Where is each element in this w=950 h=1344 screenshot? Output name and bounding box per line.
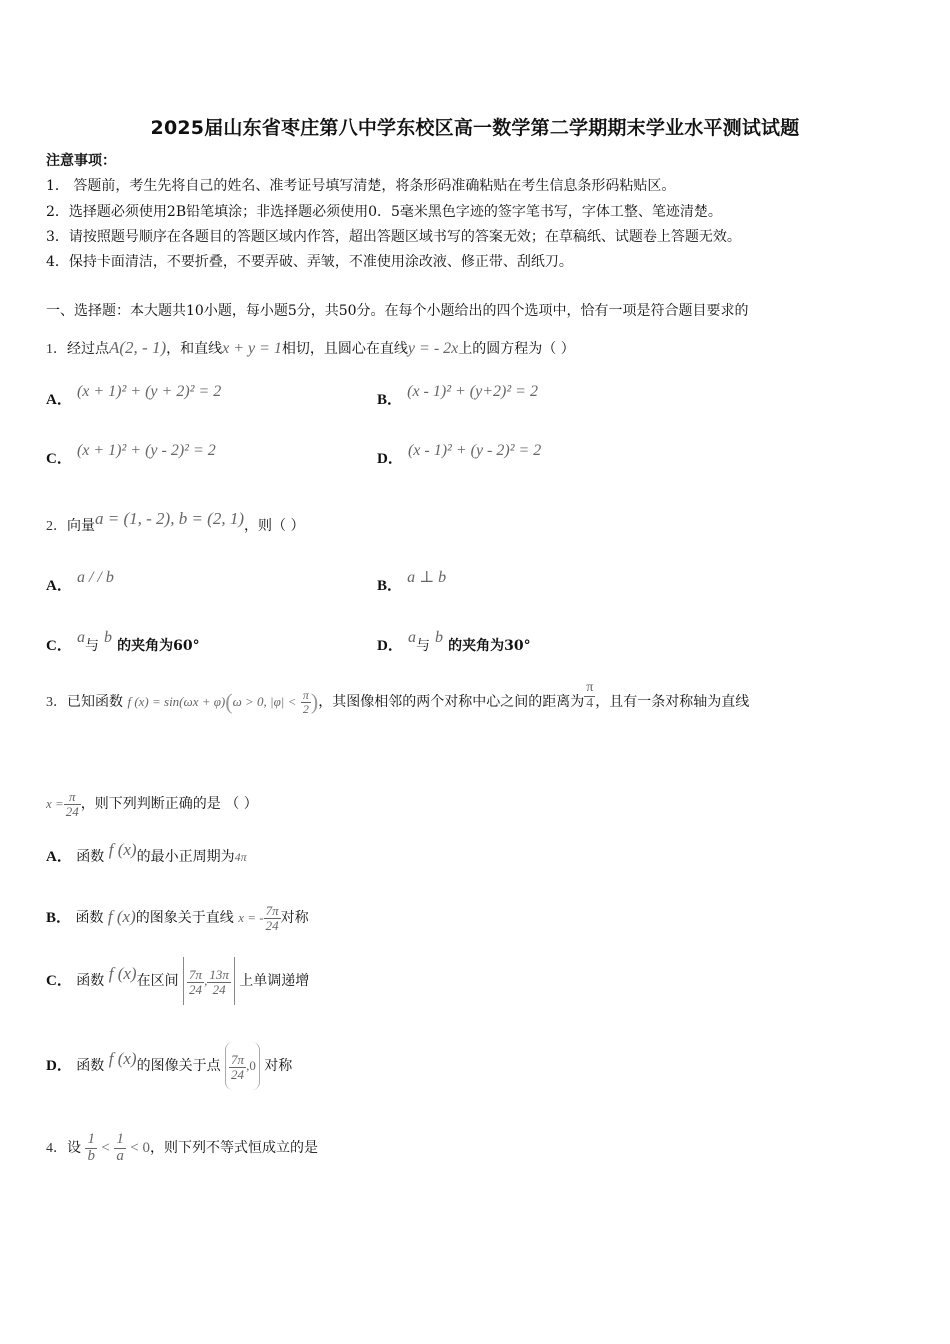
question-3: 3．已知函数 f (x) = sin(ωx + φ)(ω > 0, |φ| < $\frac{\pi}{2}$ )，其图像相邻的两个对称中心之间的距离为 $\frac{\pi}{4}$ ，且有一条对称轴为直线: [46, 679, 750, 716]
q1-option-c[interactable]: [46, 442, 216, 468]
option-post: 的最小正周期为: [136, 849, 235, 865]
question-4: [46, 1124, 318, 1173]
option-expr: a: [76, 629, 85, 646]
q1-option-d[interactable]: [377, 442, 542, 468]
option-expr: a / / b: [76, 569, 114, 586]
option-expr: (x - 1)² + (y+2)² = 2: [407, 383, 538, 400]
option-expr: (x - 1)² + (y - 2)² = 2: [407, 442, 542, 459]
option-post: 的图像关于点: [136, 1058, 221, 1074]
q2-text-1: 向量: [67, 518, 95, 534]
q3-text-3: ，且有一条对称轴为直线: [595, 694, 750, 710]
q1-text-3: 相切，且圆心在直线: [281, 341, 408, 357]
q3-number: 3．: [46, 695, 67, 710]
q2-option-c[interactable]: [46, 626, 200, 654]
question-1: [46, 328, 575, 370]
option-text: 的夹角为30°: [448, 638, 531, 654]
option-end: 对称: [264, 1058, 293, 1074]
option-connector: 与: [84, 638, 99, 654]
option-expr: a ⊥ b: [407, 569, 447, 586]
q1-option-a[interactable]: [46, 383, 222, 409]
q4-text-1: 设: [67, 1140, 81, 1156]
note-item-2: 2．选择题必须使用2B铅笔填涂；非选择题必须使用0．5毫米黑色字迹的签字笔书写，字体工整、笔迹清楚。: [46, 204, 722, 220]
q4-text-2: ，则下列不等式恒成立的是: [150, 1140, 318, 1156]
question-3-cont: [46, 786, 258, 822]
option-text: 的夹角为60°: [117, 638, 200, 654]
option-label: C．: [46, 973, 72, 989]
q1-point: A(2, - 1): [109, 338, 167, 357]
option-pre: 函数: [76, 849, 105, 865]
q1-line2: y = - 2x: [407, 340, 459, 357]
q2-option-b[interactable]: [377, 566, 447, 594]
option-expr: (x + 1)² + (y - 2)² = 2: [76, 442, 216, 459]
option-label: D．: [46, 1058, 72, 1074]
section-header: 一、选择题：本大题共10小题，每小题5分，共50分。在每个小题给出的四个选项中，恰有一项是符合题目要求的: [46, 303, 749, 319]
q3-axis-lhs: x =: [46, 796, 64, 811]
option-fx: f (x): [107, 907, 136, 926]
option-expr: a: [407, 629, 416, 646]
q4-fraction-2: $\frac{1}{a}$: [116, 1130, 124, 1164]
q1-text-1: 经过点: [67, 341, 109, 357]
q1-text-4: 上的圆方程为（ ）: [458, 341, 575, 357]
option-label: B．: [377, 392, 403, 408]
option-label: A．: [46, 578, 72, 594]
q3-text-4: ，则下列判断正确的是 （ ）: [80, 796, 258, 812]
note-item-1: 1． 答题前，考生先将自己的姓名、准考证号填写清楚，将条形码准确粘贴在考生信息条形码粘贴区。: [46, 178, 676, 194]
q2-text-2: ，则（ ）: [244, 518, 305, 534]
q1-number: 1．: [46, 342, 67, 357]
question-2: [46, 505, 304, 547]
option-expr-2: b: [435, 629, 444, 646]
option-label: C．: [46, 451, 72, 467]
option-expr: (x + 1)² + (y + 2)² = 2: [76, 383, 222, 400]
q3-text-2: ，其图像相邻的两个对称中心之间的距离为: [318, 694, 585, 710]
option-label: A．: [46, 392, 72, 408]
q1-option-b[interactable]: [377, 383, 538, 409]
q3-condition: ω > 0, |φ| <: [232, 694, 297, 709]
option-post: 的图象关于直线: [135, 910, 234, 926]
option-end: 上单调递增: [239, 973, 310, 989]
q3-option-b[interactable]: [46, 896, 309, 939]
q4-fraction-1: $\frac{1}{b}$: [87, 1130, 95, 1164]
q3-option-c[interactable]: [46, 956, 309, 1005]
q2-option-d[interactable]: [377, 626, 531, 654]
option-label: B．: [377, 578, 403, 594]
option-fx: f (x): [108, 964, 137, 983]
option-end: 对称: [280, 910, 309, 926]
option-connector: 与: [415, 638, 430, 654]
q3-option-d[interactable]: [46, 1041, 292, 1090]
q1-line: x + y = 1: [222, 340, 282, 357]
option-point: $\frac{7\pi}{24}$ ,0: [225, 1042, 260, 1090]
option-interval: $\frac{7\pi}{24}$ , $\frac{13\pi}{24}$: [183, 957, 235, 1005]
q3-distance-fraction: $\frac{\pi}{4}$: [586, 679, 594, 711]
note-item-4: 4．保持卡面清洁，不要折叠，不要弄破、弄皱，不准使用涂改液、修正带、刮纸刀。: [46, 254, 573, 270]
q3-cond-fraction: $\frac{\pi}{2}$: [302, 687, 309, 716]
page-title: 2025届山东省枣庄第八中学东校区高一数学第二学期期末学业水平测试试题: [150, 117, 800, 139]
q4-tail: < 0: [130, 1140, 150, 1156]
q2-option-a[interactable]: [46, 566, 114, 594]
q3-axis-fraction: $\frac{\pi}{24}$: [65, 788, 79, 819]
option-pre: 函数: [76, 973, 105, 989]
q2-number: 2．: [46, 519, 67, 534]
notes-heading: 注意事项：: [46, 153, 116, 169]
option-value: 4π: [234, 850, 247, 864]
option-pre: 函数: [75, 910, 104, 926]
option-label: B．: [46, 910, 72, 926]
option-label: A．: [46, 849, 72, 865]
q4-less-than: <: [101, 1140, 110, 1156]
q2-vectors: a = (1, - 2), b = (2, 1): [95, 509, 244, 528]
option-label: D．: [377, 638, 403, 654]
option-fx: f (x): [108, 840, 137, 859]
note-item-3: 3．请按照题号顺序在各题目的答题区域内作答，超出答题区域书写的答案无效；在草稿纸、试题卷上答题无效。: [46, 229, 741, 245]
option-lhs: x = -: [238, 910, 264, 925]
option-post: 在区间: [136, 973, 179, 989]
q1-text-2: ，和直线: [166, 341, 223, 357]
q3-text-1: 已知函数: [67, 694, 123, 710]
option-expr-2: b: [104, 629, 113, 646]
option-fraction: $\frac{7\pi}{24}$: [265, 902, 279, 933]
option-fx: f (x): [108, 1049, 137, 1068]
option-label: C．: [46, 638, 72, 654]
option-pre: 函数: [76, 1058, 105, 1074]
q3-option-a[interactable]: [46, 838, 247, 875]
q4-number: 4．: [46, 1141, 67, 1156]
option-label: D．: [377, 451, 403, 467]
q3-function: f (x) = sin(ωx + φ): [127, 694, 226, 709]
